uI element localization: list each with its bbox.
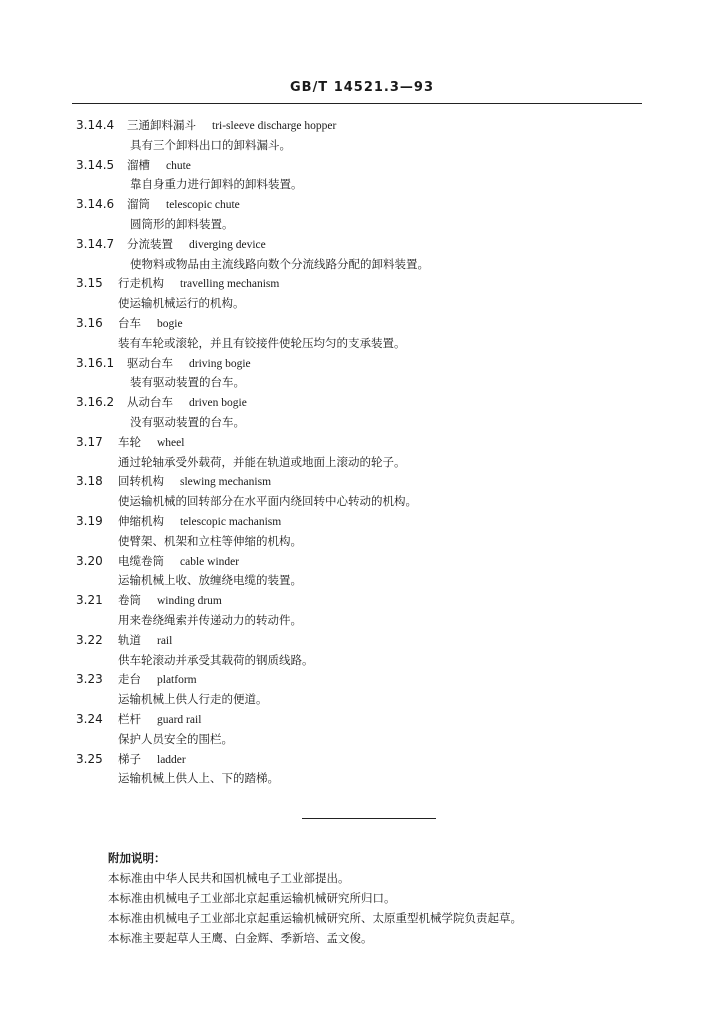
term-entry-heading (0, 235, 724, 255)
term-entry-definition-row (0, 453, 724, 473)
term-definition: 使运输机械的回转部分在水平面内绕回转中心转动的机构。 (118, 494, 417, 509)
term-heading-text (118, 552, 239, 573)
term-heading-text (127, 354, 251, 375)
term-english: winding drum (157, 595, 222, 608)
term-entry-definition-row (0, 294, 724, 314)
term-entry-definition-row (0, 175, 724, 195)
term-english: rail (157, 634, 173, 647)
term-heading-text (118, 591, 222, 612)
term-definition: 保护人员安全的围栏。 (118, 731, 233, 746)
term-english: telescopic machanism (180, 515, 282, 528)
term-definition: 供车轮滚动并承受其载荷的钢质线路。 (118, 652, 314, 667)
term-english: cable winder (180, 555, 240, 568)
term-number: 3.25 (76, 751, 103, 766)
term-definition: 靠自身重力进行卸料的卸料装置。 (130, 177, 303, 192)
term-heading-text (118, 314, 183, 335)
term-english: bogie (157, 317, 183, 330)
term-english: chute (166, 159, 191, 172)
term-definition: 具有三个卸料出口的卸料漏斗。 (130, 137, 291, 152)
term-english: wheel (157, 436, 185, 449)
term-entry-heading (0, 710, 724, 730)
term-entry-heading (0, 354, 724, 374)
term-entry-heading (0, 591, 724, 611)
term-heading-text (127, 116, 336, 137)
term-chinese: 三通卸料漏斗 (127, 118, 196, 132)
term-chinese: 卷筒 (118, 593, 141, 608)
term-number: 3.18 (76, 474, 103, 489)
term-entry-definition-row (0, 730, 724, 750)
term-heading-text (118, 433, 184, 454)
term-definition: 运输机械上供人行走的便道。 (118, 692, 268, 707)
term-heading-text (118, 512, 281, 533)
term-chinese: 从动台车 (127, 395, 173, 410)
term-english: travelling mechanism (180, 278, 280, 291)
note-line: 本标准由机械电子工业部北京起重运输机械研究所、太原重型机械学院负责起草。 (108, 911, 522, 925)
term-definition: 装有车轮或滚轮，并且有铰接件使轮压均匀的支承装置。 (118, 335, 406, 350)
term-entry-definition-row (0, 571, 724, 591)
term-number: 3.14.5 (76, 157, 115, 172)
term-english: guard rail (157, 713, 202, 726)
term-heading-text (118, 710, 201, 731)
term-entry-definition-row (0, 492, 724, 512)
header-rule (72, 103, 642, 104)
doc-id: GB/T 14521.3—93 (289, 80, 435, 95)
term-entry-definition-row (0, 611, 724, 631)
term-definition: 使运输机械运行的机构。 (118, 296, 245, 311)
term-chinese: 分流装置 (127, 236, 173, 251)
term-entry-heading (0, 552, 724, 572)
term-entry-heading (0, 670, 724, 690)
term-english: driving bogie (189, 357, 251, 370)
term-heading-text (118, 750, 186, 771)
term-entry-definition-row (0, 651, 724, 671)
term-heading-text (118, 472, 271, 493)
term-definition: 使物料或物品由主流线路向数个分流线路分配的卸料装置。 (130, 256, 429, 271)
term-number: 3.21 (76, 593, 103, 608)
term-chinese: 电缆卷筒 (118, 553, 164, 568)
additional-notes (108, 848, 522, 948)
term-definition: 运输机械上收、放缠绕电缆的装置。 (118, 573, 302, 588)
document-header (0, 80, 724, 95)
term-chinese: 轨道 (118, 632, 141, 647)
term-entry-definition-row (0, 532, 724, 552)
term-entry-heading (0, 750, 724, 770)
term-entry-heading (0, 631, 724, 651)
term-entry-heading (0, 116, 724, 136)
term-definition: 通过轮轴承受外载荷，并能在轨道或地面上滚动的轮子。 (118, 454, 406, 469)
term-definition: 没有驱动装置的台车。 (130, 414, 245, 429)
term-entry-definition-row (0, 334, 724, 354)
term-definition: 用来卷绕绳索并传递动力的转动件。 (118, 612, 302, 627)
term-heading-text (118, 631, 172, 652)
term-chinese: 溜筒 (127, 197, 150, 212)
term-chinese: 车轮 (118, 434, 141, 449)
term-heading-text (127, 156, 191, 177)
term-english: driven bogie (189, 397, 247, 410)
term-number: 3.23 (76, 672, 103, 687)
term-english: ladder (157, 753, 186, 766)
term-heading-text (118, 670, 197, 691)
term-heading-text (127, 235, 266, 256)
term-definition: 运输机械上供人上、下的踏梯。 (118, 771, 279, 786)
term-entry-definition-row (0, 769, 724, 789)
term-entry-definition-row (0, 373, 724, 393)
term-entry-heading (0, 274, 724, 294)
term-entry-definition-row (0, 413, 724, 433)
term-definition: 使臂架、机架和立柱等伸缩的机构。 (118, 533, 302, 548)
term-entry-heading (0, 433, 724, 453)
term-chinese: 梯子 (118, 751, 141, 766)
term-entry-definition-row (0, 215, 724, 235)
term-number: 3.14.6 (76, 197, 115, 212)
term-chinese: 行走机构 (118, 276, 164, 291)
term-entries (0, 116, 724, 789)
term-number: 3.16 (76, 315, 103, 330)
term-heading-text (118, 274, 279, 295)
term-entry-heading (0, 512, 724, 532)
end-rule (302, 818, 436, 819)
term-entry-definition-row (0, 255, 724, 275)
term-entry-heading (0, 156, 724, 176)
term-number: 3.20 (76, 553, 103, 568)
term-chinese: 回转机构 (118, 474, 164, 489)
term-english: platform (157, 674, 197, 687)
notes-title: 附加说明： (108, 851, 166, 865)
term-english: telescopic chute (166, 199, 240, 212)
note-line: 本标准主要起草人王鹰、白金辉、季新培、孟文俊。 (108, 931, 373, 945)
term-chinese: 溜槽 (127, 157, 150, 172)
term-english: tri-sleeve discharge hopper (212, 120, 337, 132)
term-english: diverging device (189, 238, 266, 251)
term-entry-heading (0, 472, 724, 492)
term-number: 3.24 (76, 711, 103, 726)
term-number: 3.14.4 (76, 118, 115, 132)
term-heading-text (127, 393, 247, 414)
term-number: 3.19 (76, 513, 103, 528)
term-number: 3.17 (76, 434, 103, 449)
term-entry-heading (0, 195, 724, 215)
term-definition: 装有驱动装置的台车。 (130, 375, 245, 390)
term-chinese: 伸缩机构 (118, 513, 164, 528)
note-line: 本标准由机械电子工业部北京起重运输机械研究所归口。 (108, 891, 396, 905)
term-number: 3.16.1 (76, 355, 115, 370)
term-entry-definition-row (0, 690, 724, 710)
term-number: 3.22 (76, 632, 103, 647)
term-number: 3.15 (76, 276, 103, 291)
note-line: 本标准由中华人民共和国机械电子工业部提出。 (108, 871, 350, 885)
term-heading-text (127, 195, 240, 216)
term-chinese: 栏杆 (118, 711, 141, 726)
term-definition: 圆筒形的卸料装置。 (130, 216, 234, 231)
term-chinese: 台车 (118, 315, 141, 330)
term-number: 3.14.7 (76, 236, 115, 251)
term-entry-heading (0, 314, 724, 334)
term-entry-heading (0, 393, 724, 413)
term-english: slewing mechanism (180, 476, 272, 489)
term-chinese: 驱动台车 (127, 355, 173, 370)
term-entry-definition-row (0, 136, 724, 156)
term-chinese: 走台 (118, 672, 141, 687)
term-number: 3.16.2 (76, 395, 115, 410)
